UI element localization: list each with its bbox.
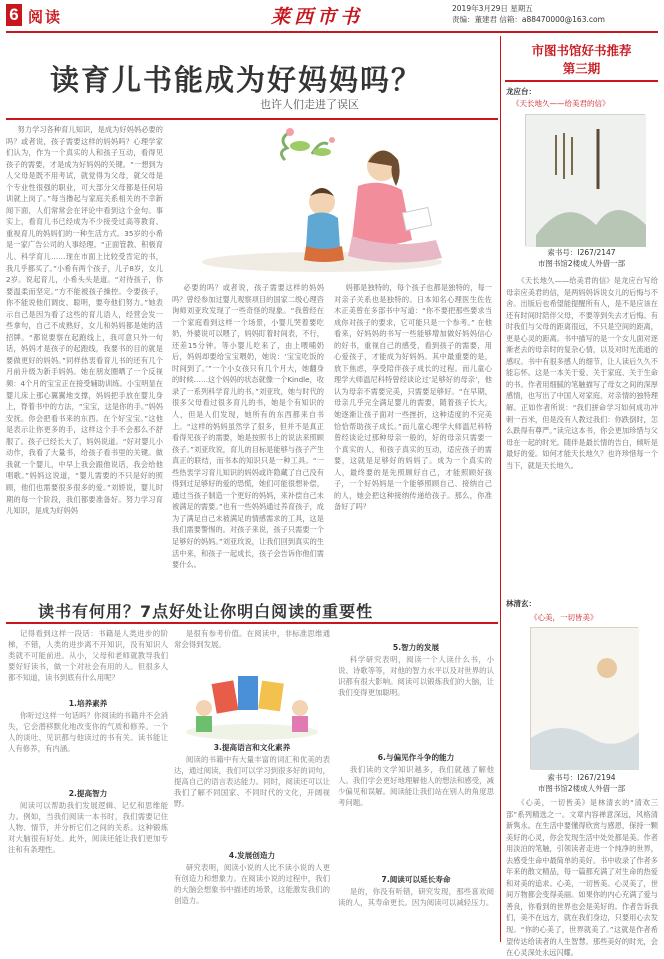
rec1-cover-art bbox=[526, 115, 646, 247]
heading-3: 3.提高语言和文化素养 bbox=[213, 743, 291, 752]
main-article-col1: 努力学习各种育儿知识，是成为好妈妈必要的吗？或者说，孩子需要这样的妈妈吗？心理学家们认为，作为一个真实的人和孩子互动，看得见孩子的需要，才是成为好妈妈的关键。“一想到为人父母是既不用考试，就觉得为父母，就父母是个专业性很强的职业，可大部分父母都是任何培训就上岗了。”每当撸起与家庭关系相关的不幸新闻下面，人们常常会在评论中看到这个金句。事实上，看育儿书已经成为不少接受过高等教育、重视育儿的妈妈们的一种生活方式。35岁的小希是一家广告公司的人事经理。“正面管教、积极育儿、科学育儿……现在市面上比较受肯定的书，我几乎都买了。”小希有两个孩子，儿子8岁，女儿2岁。说起育儿，小希头头是道。“对待孩子，你要温柔而坚定。”方不能被孩子操控。令要孩子，你不能说他们调皮、聪明，要夸他们努力。”她表示自己是因为看了这些的育儿语人，经营会发一些拿句，自己不成熟好，女儿和妈妈都是她的活招牌。“都说要察在起跑线上，我可意只外一句话，妈妈才是孩子的起跑线，我要书的目的就是要做更好的妈妈。”同样热衷看育儿书的还有几个月前升级为新手妈妈。她在朋友圈晒了一个反视频：4个月的宝宝正在接受辅助训练。小宝明显在婴儿床上那心翼翼地支撑，妈妈把手放在婴儿身上，脊着书中的方法，“宝宝，这是你的手。”妈妈安抚。你会把看书来的东西。在个好宝宝。”这他是表示让你更多的手，这样这个手不会那么不舒服了。孩子已经长大了，妈妈说道。“好对婴儿小动作，我看了大量书，给孩子看书里的关键。做我就一个婴儿，中早上我会跟他说话，我会给他唱歌。”妈妈这说道，“婴儿需要的不只是好的照顾，他们也需要很多很多的爱。”刘娇说，婴儿时期的每一个阶段，我们都要准备好。努力学习育儿知识，是成为好妈妈 bbox=[6, 125, 163, 516]
main-article-col2: 必要的吗？或者说，孩子需要这样的妈妈吗？曾经参加过婴儿观察项目的国家二级心理咨询师刘亚玫发现了一些奇怪的现象。“我曾经在一个家庭看到这样一个场景，小婴儿哭着要吃奶，外婆说可以喂了，妈妈盯着时间表，不行，还差15分钟。等小婴儿吃来了，由上喂哺奶后，妈妈却要给宝宝喂奶，她说：‘宝宝吃饭的时间到了。’”一个小女孩只有几个月大，她翻身的时候……这个妈妈的状态就像一个Kindle，收录了一系列科学育儿的书。”刘亚玫，她与时代的很多父母看过很多育儿的书，她是个有知识的人，但是人们发现，她所有的东西都来自书上。“这样的妈妈虽然学了很多，但并不是真正看得见孩子的需要，她是按照书上的说法来照顾孩子。”刘亚玫说，育儿的目标是能够与孩子产生真正的联结，而书本的知识只是一种工具。“一些热衷学习育儿知识的妈妈或许隐藏了自己没有得到过足够好的爱的恐慌，她们可能很想补偿，通过当孩子制造一个更好的妈妈，来补偿自己未被满足的需要。”也有一些妈妈通过养育孩子，成为了满足自己未被满足的情感需求的工具，这是我们需要警惕的。对孩子来说，孩子只需要一个足够好的妈妈。”刘亚玫说，让我们回到真实的生活中来，和孩子一起成长，孩子会告诉你他们需要什么。 bbox=[172, 283, 324, 570]
rec2-book-cover bbox=[530, 627, 638, 769]
mother-child-illustration-art bbox=[172, 124, 490, 277]
rec2-location: 市图书馆2楼成人外借一部 bbox=[537, 784, 626, 793]
masthead-logo: 莱西市书 bbox=[271, 6, 364, 28]
rec2-caption bbox=[505, 772, 658, 794]
rec1-caption bbox=[505, 247, 658, 269]
column-divider bbox=[500, 36, 501, 942]
sidebar-title-line2: 第三期 bbox=[562, 61, 601, 76]
reading-children-illustration bbox=[174, 652, 330, 742]
rec1-book-title: 《天长地久——给美君的信》 bbox=[512, 99, 610, 108]
sidebar-title bbox=[505, 42, 658, 78]
header-info bbox=[452, 3, 605, 25]
section-name: 阅读 bbox=[28, 8, 63, 26]
point-7-text: 是的，你没有听错，研究发现，那些喜欢阅读的人，其寿命更长。因为阅读可以减轻压力。 bbox=[338, 887, 494, 907]
heading-1: 1.培养素养 bbox=[68, 699, 108, 708]
sidebar-title-line1: 市图书馆好书推荐 bbox=[531, 43, 632, 58]
main-subtitle: 也许人们走进了误区 bbox=[260, 98, 359, 111]
rec2-author: 林清玄： bbox=[506, 599, 536, 608]
heading-6: 6.与偏见作斗争的能力 bbox=[377, 753, 455, 762]
rec2-cover-art bbox=[531, 628, 639, 770]
rec1-callno: 索书号：I267/2147 bbox=[547, 248, 616, 257]
point-2-text: 阅读可以帮助我们发展逻辑、记忆和思维能力。例如，当我们阅读一本书时，我们需要记住人物、情节，并分析它们之间的关系。这种锻炼对大脑很有好处。此外，阅读还能让我们更加专注和有条理性。 bbox=[8, 801, 168, 854]
point-5-text: 科学研究表明，阅读一个人读什么书，小说、诗歌等等，对他的智力水平以及对世界的认识都有很大影响。阅读可以锻炼我们的大脑，让我们变得更加聪明。 bbox=[338, 655, 494, 697]
heading-2: 2.提高智力 bbox=[68, 789, 108, 798]
header-rule bbox=[6, 31, 658, 33]
rec1-author: 龙应台： bbox=[506, 87, 536, 96]
heading-5: 5.智力的发展 bbox=[392, 643, 440, 652]
headline-rule bbox=[6, 118, 498, 120]
point-4-text: 研究表明，阅读小说的人比不读小说的人更有创造力和想象力。在阅读小说的过程中，我们的大脑会想象书中描述的场景，这能激发我们的创造力。 bbox=[174, 863, 330, 905]
main-article-col3: 妈都是独特的，每个孩子也都是独特的，每一对亲子关系也是独特的。日本知名心理医生佐佐木正美曾在多部书中写道：“你不要把那些要求当成你对孩子的要求，它可能只是一个参考。” 在他看来，好妈妈的书写一些能够增加做好妈妈信心的好书，重视自己的感受，看到孩子的需要，用心爱孩子，才能成为好妈妈。其中最重要的是，放下焦虑，享受陪伴孩子成长的过程。而儿童心理学大师温尼科特曾经谈论过‘足够好的母亲’，他认为母亲不需要完美，只需要足够好。“在早期，母亲几乎完全满足婴儿的需要，随着孩子长大，她逐渐让孩子面对一些挫折，这种适度的不完美恰恰帮助孩子成长。”而儿童心理学大师温尼科特曾经谈论过那种母亲一般的，好的母亲只需要一个真实的人，和孩子真实的互动，适应孩子的需要，这就是足够好的妈妈了。成为一个真实的人，最终要的是先照顾好自己，才能照顾好孩子，一个好妈妈是一个能够照顾自己、接纳自己的人，她会把这种接纳传递给孩子。那么，你准备好了吗？ bbox=[334, 283, 492, 512]
heading-7: 7.阅读可以延长寿命 bbox=[381, 875, 451, 884]
heading-4: 4.发展创造力 bbox=[228, 851, 276, 860]
rec1-book-cover bbox=[525, 114, 645, 246]
rec2-callno: 索书号：I267/2194 bbox=[547, 773, 616, 782]
second-col3 bbox=[338, 628, 494, 940]
date-line: 2019年3月29日 星期五 bbox=[452, 4, 533, 13]
rec2-book-title: 《心美，一切皆美》 bbox=[530, 613, 598, 622]
second-headline: 读书有何用？7点好处让你明白阅读的重要性 bbox=[38, 602, 374, 621]
rec1-location: 市图书馆2楼成人外借一部 bbox=[537, 259, 626, 268]
reading-children-art bbox=[174, 652, 330, 742]
rec1-description: 《天长地久——给美君的信》是龙应台写给母亲应美君的信，是两妈妈诉说女儿的后悔与不舍。出版后也希望能提醒所有人，是不是应该在还有时间时陪伴父母，不要等到失去才后悔。有时我们与父母的距离很远，不只是空间的距离，更是心灵的距离。书中描写的是一个女儿面对逐渐老去的母亲时的复杂心情，以及对时光流逝的感叹。书中有很多感人的细节，让人读后久久不能忘怀。这是一本关于爱、关于家庭、关于生命的书。作者用细腻的笔触描写了母女之间的深厚感情，也写出了中国人对家庭、对亲情的独特理解。正如作者所说：“我们拼命学习如何成功冲刺一百米，但是没有人教过我们：你跌倒时，怎么跌得有尊严。”读完这本书，你会更加珍惜与父母在一起的时光。随伴是最长情的告白，倾听是最好的爱。如何才能天长地久？也许珍惜每一个当下，就是天长地久。 bbox=[506, 276, 658, 470]
second-intro: 记得看到这样一段话：书籍是人类进步的阶梯，不错，人类的进步离不开知识，没有知识人类就不可能前进。从小，父母和老师就教导我们要好好读书，做一个对社会有用的人。但很多人都不知道，读书到底有什么用呢？ bbox=[8, 629, 168, 682]
sidebar-rule bbox=[505, 80, 658, 82]
main-headline: 读育儿书能成为好妈妈吗？ bbox=[50, 63, 423, 97]
page-number: 6 bbox=[6, 4, 22, 26]
col2-top-text: 是很有参考价值。在阅读中，非标准思维通常会得到发展。 bbox=[174, 629, 330, 649]
second-col2 bbox=[174, 628, 330, 940]
editor-line: 责编：董建君 信箱：a88470000@163.com bbox=[452, 15, 605, 24]
rec2-description: 《心美，一切皆美》是林清玄的“清欢三部”系列精选之一。文章内容禅意深远，风格清新隽永。在生活中要懂得欣赏与感恩，保持一颗美好的心灵，你会发现生活中处处都是美。作者用淡泊的笔触，引领读者走进一个纯净的世界，去感受生命中最简单的美好。书中收录了作者多年来的散文精品，每一篇都充满了对生命的热爱和对美的追求。心美，一切皆美。心灵美了，世间万物都会变得美丽。如果你的内心充满了爱与善良，你看到的世界也会是美好的。作者告诉我们，美不在远方，就在我们身边，只要用心去发现。“你的心美了，世界就美了。”这就是作者希望传达给读者的人生智慧。那些美好的时光，会在心灵深处永远闪耀。 bbox=[506, 798, 658, 958]
second-headline-rule bbox=[6, 622, 498, 624]
second-col1 bbox=[8, 628, 168, 940]
mother-child-illustration bbox=[172, 124, 490, 277]
point-3-text: 阅读的书籍中有大量丰富的词汇和优美的表达，通过阅读，我们可以学习到很多好的词句，提高自己的语言表达能力。同时，阅读还可以让我们了解不同国家、不同时代的文化，开阔视野。 bbox=[174, 755, 330, 808]
point-6-text: 我们读的文学知识越多，我们就越了解他人。我们学会更好地理解他人的想法和感受，减少偏见和误解。阅读能让我们站在别人的角度思考问题。 bbox=[338, 765, 494, 807]
point-1-text: 你听过这样一句话吗？你阅读的书籍并不会消失，它会潜移默化地改变你的气质和修养。一个人的谈吐、见识都与他读过的书有关。读书能让人有修养，有内涵。 bbox=[8, 711, 168, 753]
